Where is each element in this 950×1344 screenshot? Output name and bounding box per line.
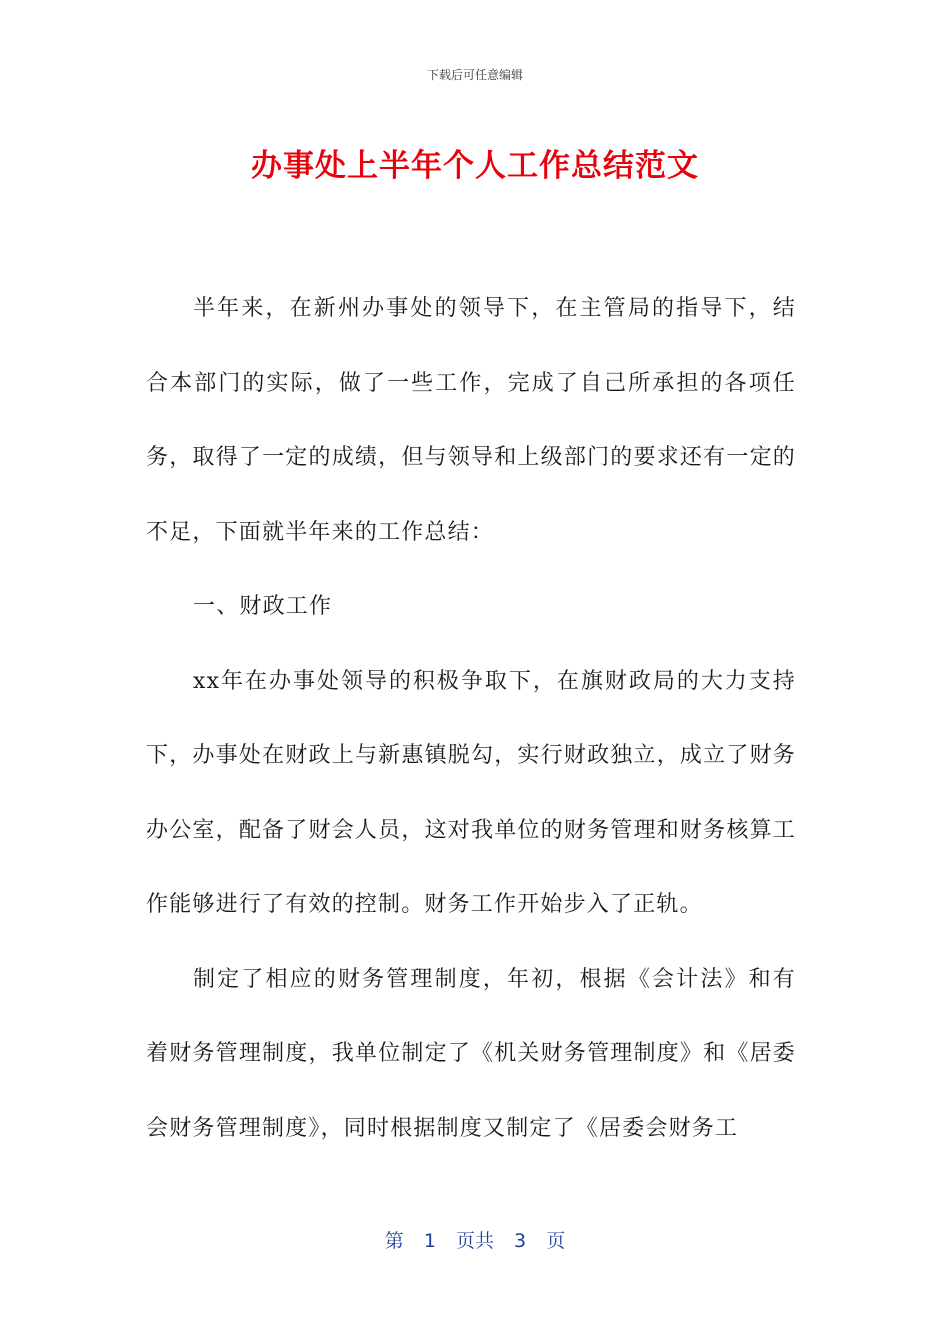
paragraph-finance-independence: xx年在办事处领导的积极争取下，在旗财政局的大力支持下，办事处在财政上与新惠镇脱勾，实行财政独立，成立了财务办公室，配备了财会人员，这对我单位的财务管理和财务核算工作能够进行了有效的控制。财务工作开始步入了正轨。 <box>146 668 796 917</box>
document-title: 办事处上半年个人工作总结范文 <box>251 148 699 184</box>
document-body <box>146 272 796 1166</box>
footer-middle: 页共 <box>455 1230 494 1252</box>
footer-current-page: 1 <box>423 1230 436 1252</box>
footer-prefix: 第 <box>384 1230 404 1252</box>
footer-total-pages: 3 <box>514 1230 527 1252</box>
footer-suffix: 页 <box>546 1230 566 1252</box>
paragraph-intro: 半年来，在新州办事处的领导下，在主管局的指导下，结合本部门的实际，做了一些工作，完成了自己所承担的各项任务，取得了一定的成绩，但与领导和上级部门的要求还有一定的不足，下面就半年来的工作总结： <box>146 296 796 545</box>
paragraph-finance-rules: 制定了相应的财务管理制度，年初，根据《会计法》和有着财务管理制度，我单位制定了《机关财务管理制度》和《居委会财务管理制度》，同时根据制度又制定了《居委会财务工 <box>146 966 796 1141</box>
header-note: 下载后可任意编辑 <box>426 68 523 82</box>
section-heading-finance: 一、财政工作 <box>193 594 333 619</box>
page-footer <box>0 1226 950 1253</box>
